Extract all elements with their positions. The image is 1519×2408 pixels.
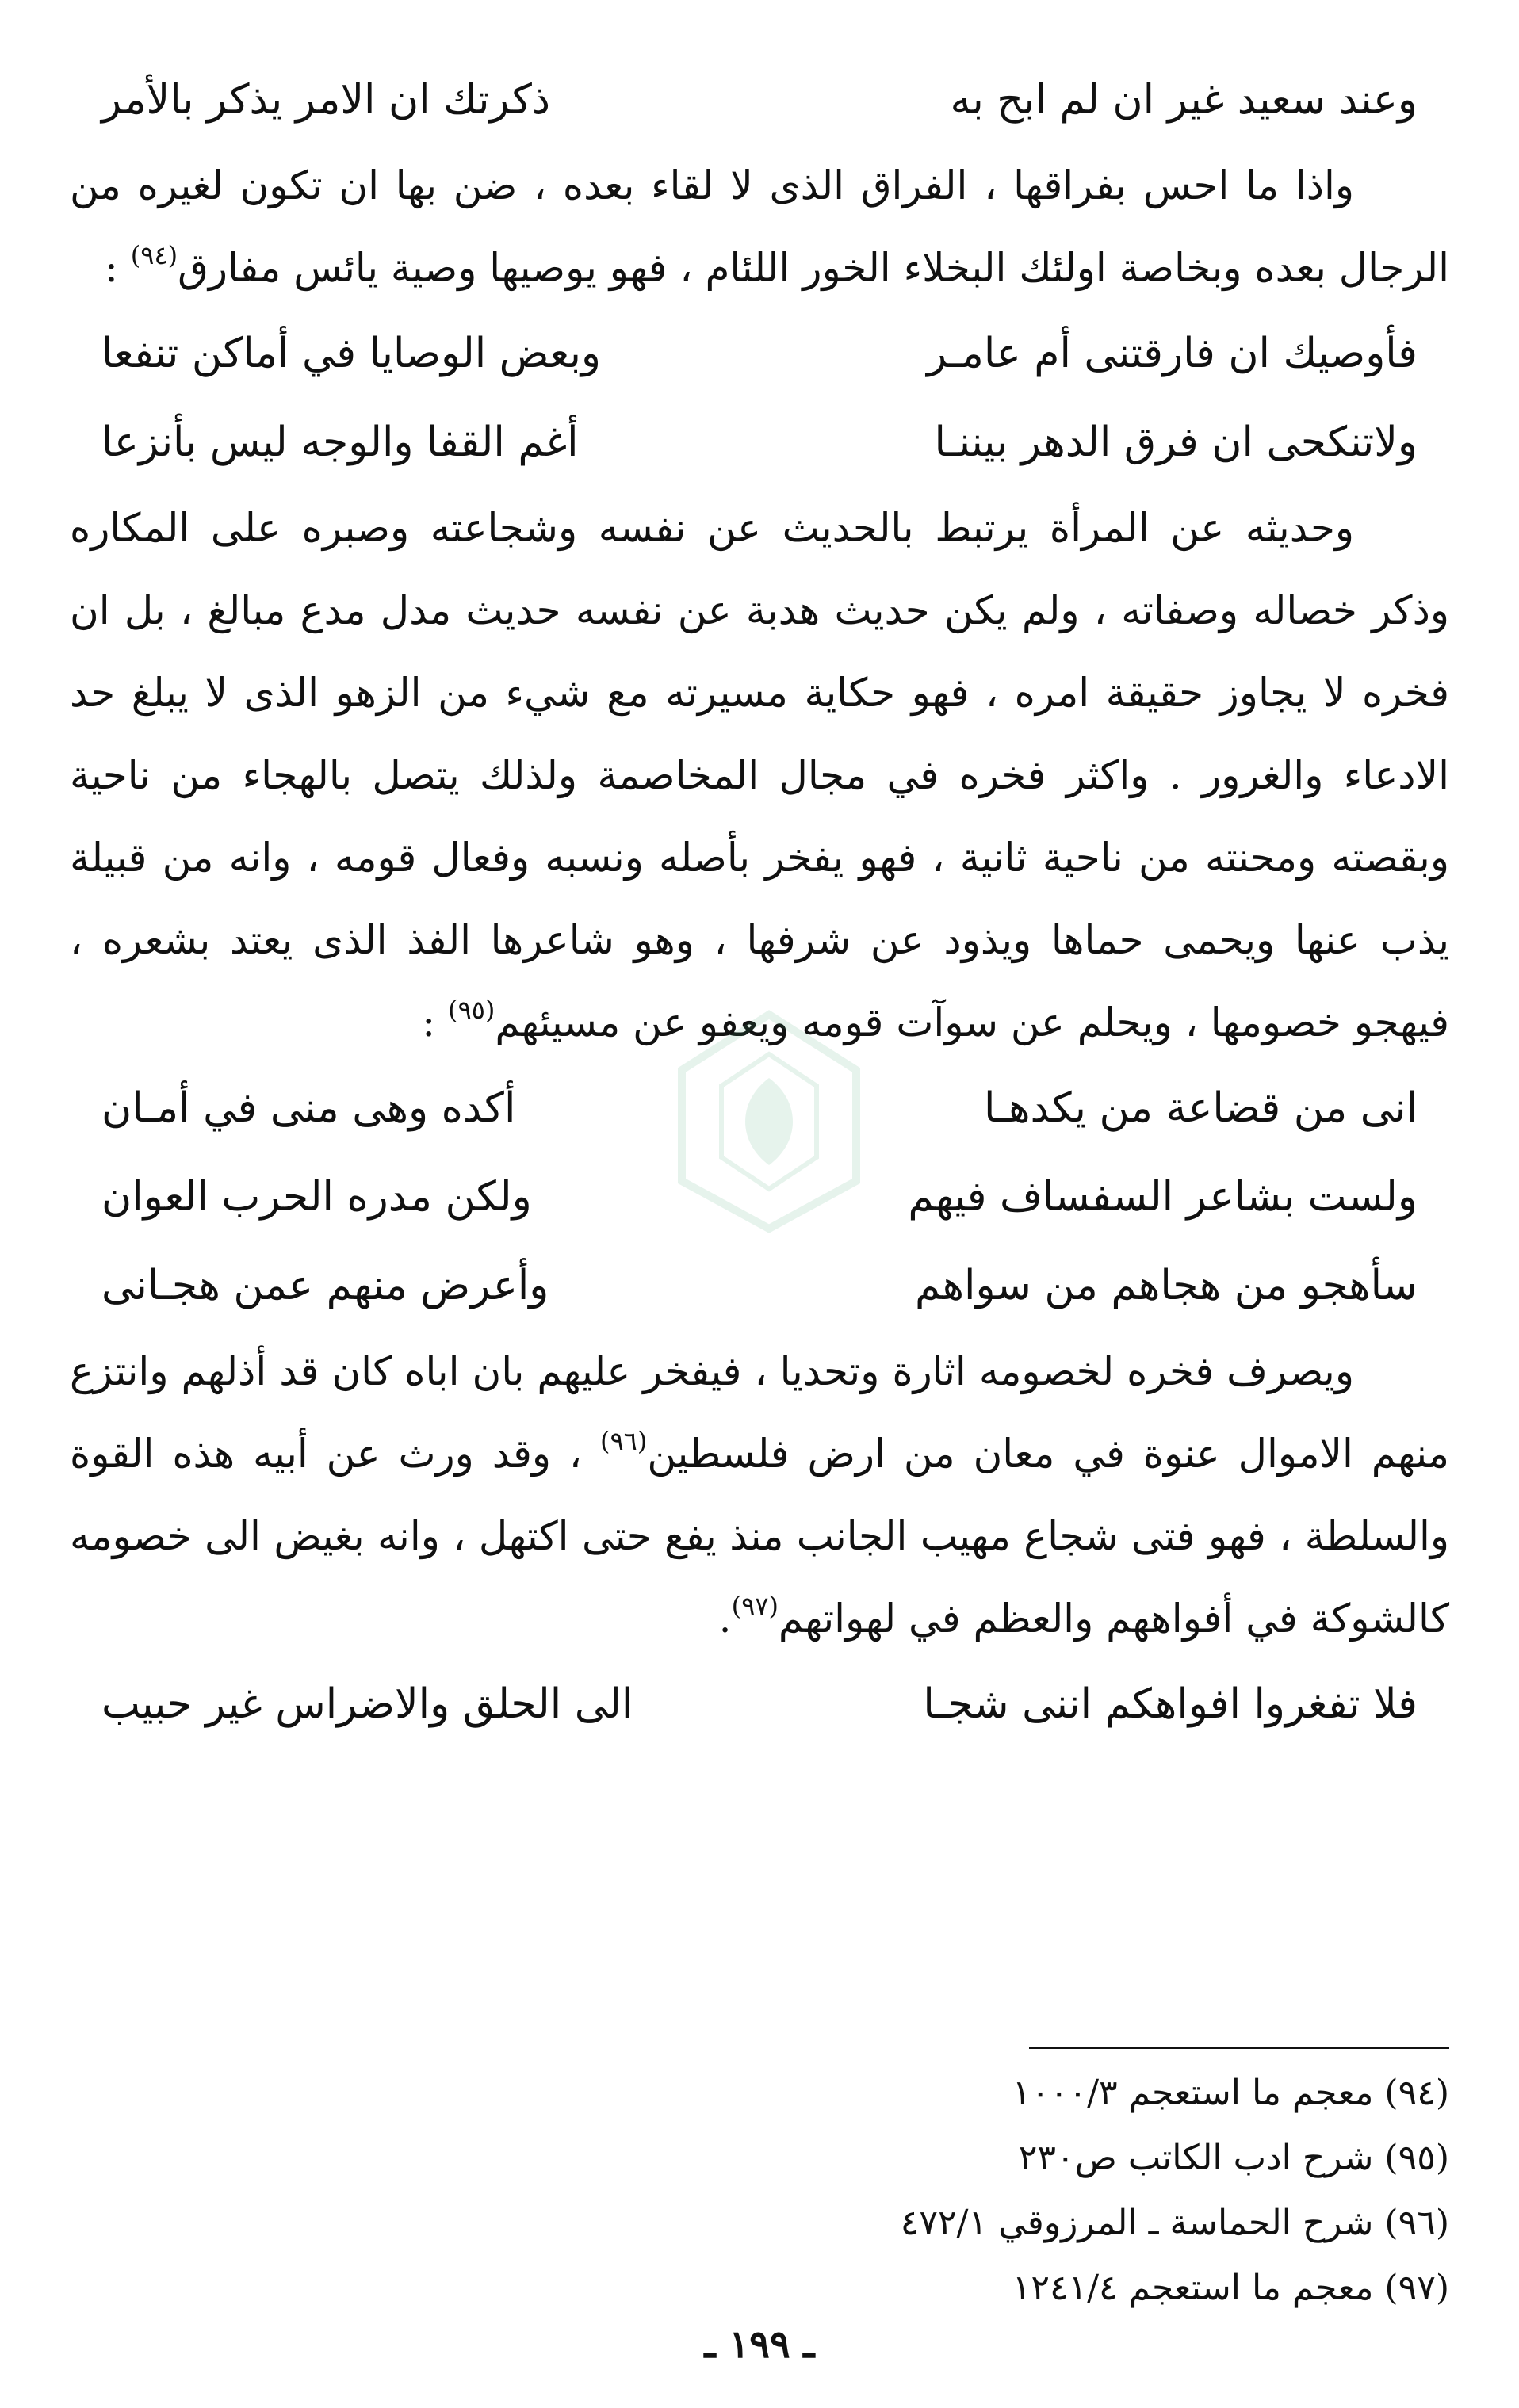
- paragraph-text: .: [718, 1596, 732, 1642]
- verse-second-hemistich: وأعرض منهم عمن هجـانى: [101, 1262, 549, 1309]
- verse-first-hemistich: فلا تفغروا افواهكم اننى شجـا: [923, 1680, 1418, 1728]
- verse-second-hemistich: أغم القفا والوجه ليس بأنزعا: [101, 419, 579, 466]
- page-body: [70, 55, 1449, 1749]
- paragraph-text: ويصرف فخره لخصومه اثارة وتحديا ، فيفخر عليهم بان اباه كان قد أذلهم وانتزع منهم الاموال عنوة في معان من ارض فلسطين: [70, 1348, 1449, 1477]
- verse-first-hemistich: وعند سعيد غير ان لم ابح به: [950, 76, 1418, 124]
- verse-couplet: [70, 55, 1449, 144]
- footnote: (٩٦) شرح الحماسة ـ المرزوقي ٤٧٢/١: [900, 2203, 1449, 2243]
- prose-paragraph: [70, 144, 1449, 309]
- paragraph-text: :: [104, 245, 131, 291]
- footnote-reference: (٩٥): [448, 995, 495, 1025]
- footnotes: [577, 2061, 1449, 2321]
- verse-first-hemistich: ولست بشاعر السفساف فيهم: [908, 1173, 1418, 1221]
- verse-first-hemistich: انى من قضاعة من يكدهـا: [984, 1084, 1418, 1132]
- footnote: (٩٧) معجم ما استعجم ١٢٤١/٤: [1012, 2268, 1449, 2308]
- paragraph-text: وحديثه عن المرأة يرتبط بالحديث عن نفسه وشجاعته وصبره على المكاره وذكر خصاله وصفاته ، ولم يكن حديث هدبة عن نفسه حديث مدل مدع مبالغ ، بل ان فخره لا يجاوز حقيقة امره ، فهو حكاية مسيرته مع شيء من الزهو الذى لا يبلغ حد الادعاء والغرور . واكثر فخره في مجال المخاصمة ولذلك يتصل بالهجاء من ناحية وبقصته ومحنته من ناحية ثانية ، فهو يفخر بأصله ونسبه وفعال قومه ، وانه من قبيلة يذب عنها ويحمى حماها ويذود عن شرفها ، وهو شاعرها الفذ الذى يعتد بشعره ، فيهجو خصومها ، ويحلم عن سوآت قومه ويعفو عن مسيئهم: [70, 505, 1449, 1045]
- watermark-emblem-icon: [650, 999, 888, 1236]
- verse-second-hemistich: وبعض الوصايا في أماكن تنفعا: [101, 330, 602, 377]
- footnote-reference: (٩٧): [731, 1591, 779, 1621]
- verse-first-hemistich: ولاتنكحى ان فرق الدهر بيننـا: [934, 419, 1418, 466]
- footnote: (٩٤) معجم ما استعجم ١٠٠٠/٣: [1012, 2073, 1449, 2113]
- paragraph-text: واذا ما احس بفراقها ، الفراق الذى لا لقاء بعده ، ضن بها ان تكون لغيره من الرجال بعده وبخاصة اولئك البخلاء الخور اللئام ، فهو يوصيها وصية يائس مفارق: [70, 162, 1449, 291]
- verse-couplet: [70, 1660, 1449, 1749]
- prose-paragraph: [70, 1330, 1449, 1660]
- verse-second-hemistich: ولكن مدره الحرب العوان: [101, 1173, 532, 1221]
- prose-paragraph: [70, 487, 1449, 1064]
- verse-first-hemistich: فأوصيك ان فارقتنى أم عامـر: [927, 330, 1418, 377]
- verse-second-hemistich: أكده وهى منى في أمـان: [101, 1084, 516, 1132]
- paragraph-text: ، وقد ورث عن أبيه هذه القوة والسلطة ، فهو فتى شجاع مهيب الجانب منذ يفع حتى اكتهل ، وانه بغيض الى خصومه كالشوكة في أفواههم والعظم في لهواتهم: [70, 1431, 1449, 1642]
- verse-second-hemistich: الى الحلق والاضراس غير حبيب: [101, 1680, 633, 1728]
- footnote-separator: [1029, 2047, 1449, 2049]
- verse-second-hemistich: ذكرتك ان الامر يذكر بالأمر: [101, 76, 551, 124]
- verse-couplet: [70, 398, 1449, 487]
- footnote-reference: (٩٤): [130, 240, 178, 270]
- paragraph-text: :: [422, 1000, 449, 1045]
- footnote: (٩٥) شرح ادب الكاتب ص٢٣٠: [1018, 2138, 1449, 2178]
- footnote-reference: (٩٦): [599, 1426, 648, 1456]
- verse-couplet: [70, 1241, 1449, 1330]
- page-number: ـ ١٩٩ ـ: [704, 2322, 815, 2367]
- verse-couplet: [70, 309, 1449, 398]
- verse-first-hemistich: سأهجو من هجاهم من سواهم: [914, 1262, 1418, 1309]
